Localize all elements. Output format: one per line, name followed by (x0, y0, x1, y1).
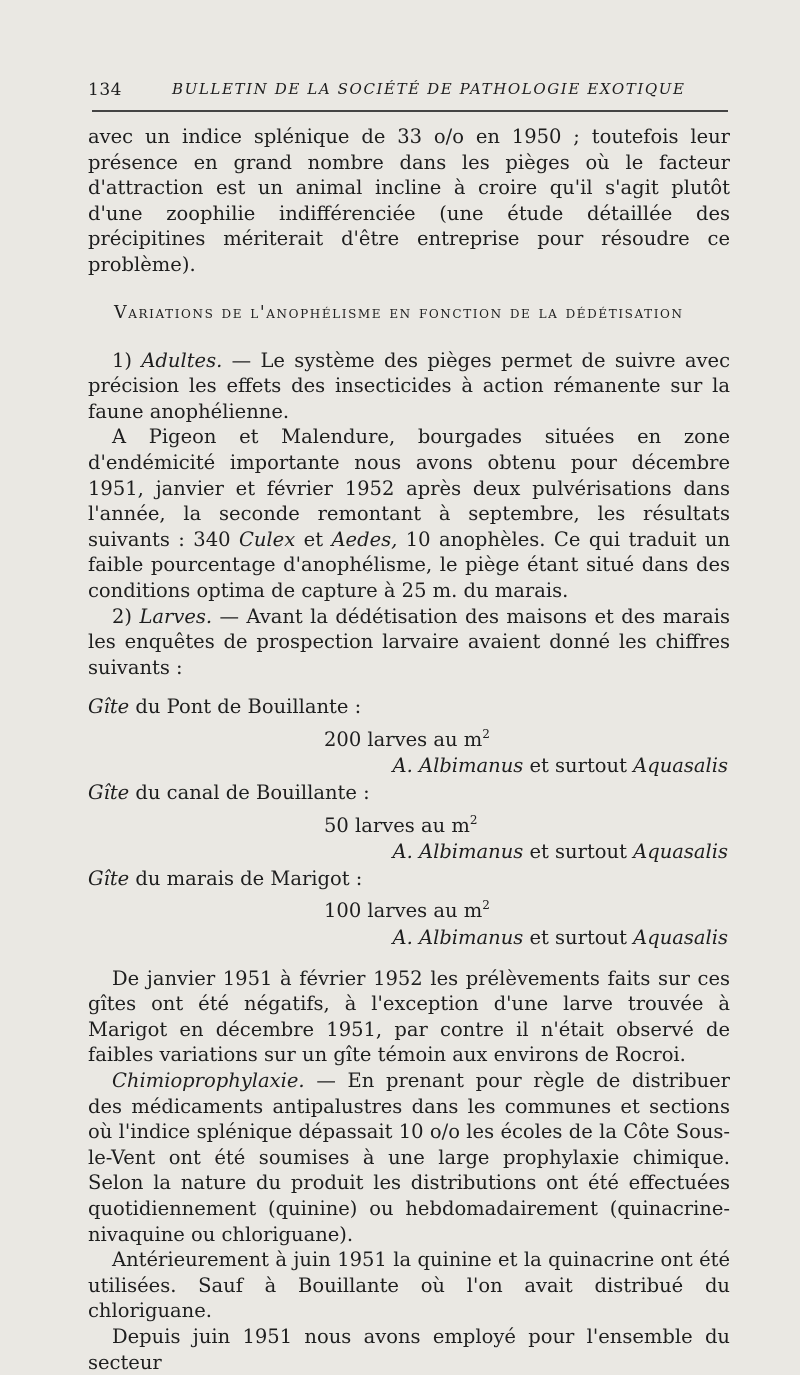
paragraph-text: A Pigeon et Malendure, bourgades situées en zone d'endémicité importante nous avons obtenu pour décembre 1951, janvier et février 1952 après deux pulvérisations dans l'année, la seconde remontant à septembre, les résultats suivants : 340 (88, 425, 730, 551)
species-line (88, 839, 730, 866)
paragraph-larves (88, 604, 730, 681)
spacer (88, 680, 730, 694)
running-title: BULLETIN DE LA SOCIÉTÉ DE PATHOLOGIE EXOTIQUE (172, 80, 686, 98)
paragraph-text: — En prenant pour règle de distribuer des médicaments antipalustres dans les communes et sections où l'indice splénique dépassait 10 o/o les écoles de la Côte Sous-le-Vent ont été soumises à une large prophylaxie chimique. Selon la nature du produit les distributions ont été effectuées quotidiennement (quinine) ou hebdomadairement (quinacrine-nivaquine ou chloriguane). (88, 1069, 730, 1246)
section-heading: Variations de l'anophélisme en fonction de la dédétisation (114, 302, 684, 323)
spacer (88, 952, 730, 966)
species-line (88, 925, 730, 952)
section-label: Chimioprophylaxie. (112, 1069, 305, 1092)
gite-label: Gîte (88, 866, 130, 890)
gite-place: du Pont de Bouillante : (129, 695, 362, 719)
species-b: Aquasalis (633, 926, 728, 950)
paragraph-anterieurement: Antérieurement à juin 1951 la quinine et la quinacrine ont été utilisées. Sauf à Bouillante où l'on avait distribué du chloriguane. (88, 1248, 730, 1323)
genus-culex: Culex (238, 527, 296, 551)
species-b: Aquasalis (633, 754, 728, 778)
paragraph-depuis: Depuis juin 1951 nous avons employé pour l'ensemble du secteur (88, 1324, 730, 1374)
gite-name (88, 780, 730, 807)
species-conj: et surtout (523, 754, 634, 778)
header-rule (92, 110, 728, 112)
species-a: A. Albimanus (392, 840, 524, 864)
item-number: 1) (112, 348, 133, 372)
gite-place: du marais de Marigot : (129, 866, 363, 890)
page-number: 134 (88, 80, 122, 100)
species-a: A. Albimanus (392, 754, 524, 778)
count-text: 50 larves au m (324, 813, 470, 837)
paragraph-text: 10 anophèles. Ce qui traduit un faible pourcentage d'anophélisme, le piège étant situé dans des conditions optima de capture à 25 m. du marais. (88, 527, 730, 602)
species-conj: et surtout (523, 840, 634, 864)
gite-name (88, 694, 730, 721)
running-header (88, 80, 728, 110)
species-line (88, 753, 730, 780)
item-label: Adultes. (141, 348, 223, 372)
larvae-count (88, 721, 730, 754)
unit-exponent: 2 (469, 812, 478, 827)
paragraph-adultes (88, 348, 730, 425)
species-a: A. Albimanus (392, 926, 524, 950)
larvae-count (88, 892, 730, 925)
gite-place: du canal de Bouillante : (129, 781, 370, 805)
gite-entry (88, 866, 730, 952)
gite-entry (88, 694, 730, 780)
gite-name (88, 866, 730, 893)
gite-label: Gîte (88, 781, 130, 805)
conjunction: et (295, 527, 332, 551)
unit-exponent: 2 (482, 898, 490, 913)
item-number: 2) (112, 604, 133, 628)
species-conj: et surtout (523, 926, 634, 950)
item-label: Larves. (139, 604, 213, 628)
paragraph-text: — Le système des pièges permet de suivre avec précision les effets des insecticides à action rémanente sur la faune anophélienne. (88, 348, 730, 423)
count-text: 200 larves au m (324, 727, 483, 751)
paragraph-intro: avec un indice splénique de 33 o/o en 1950 ; toutefois leur présence en grand nombre dans les pièges où le facteur d'attraction est un animal incline à croire qu'il s'agit plutôt d'une zoophilie indifférenciée (une étude détaillée des précipitines mériterait d'être entreprise pour résoudre ce problème). (88, 125, 730, 276)
paragraph-pigeon (88, 424, 730, 603)
larvae-count (88, 807, 730, 840)
species-b: Aquasalis (633, 840, 728, 864)
count-text: 100 larves au m (324, 899, 483, 923)
gite-entry (88, 780, 730, 866)
paragraph-text: — Avant la dédétisation des maisons et des marais les enquêtes de prospection larvaire avaient donné les chiffres suivants : (88, 604, 731, 679)
paragraph-chimioprophylaxie (88, 1068, 730, 1247)
gite-label: Gîte (88, 695, 130, 719)
paragraph-janvier: De janvier 1951 à février 1952 les prélèvements faits sur ces gîtes ont été négatifs, à l'exception d'une larve trouvée à Marigot en décembre 1951, par contre il n'était observé de faibles variations sur un gîte témoin aux environs de Rocroi. (88, 966, 730, 1067)
article-body (88, 124, 730, 1375)
genus-aedes: Aedes, (331, 527, 398, 551)
unit-exponent: 2 (482, 726, 490, 741)
